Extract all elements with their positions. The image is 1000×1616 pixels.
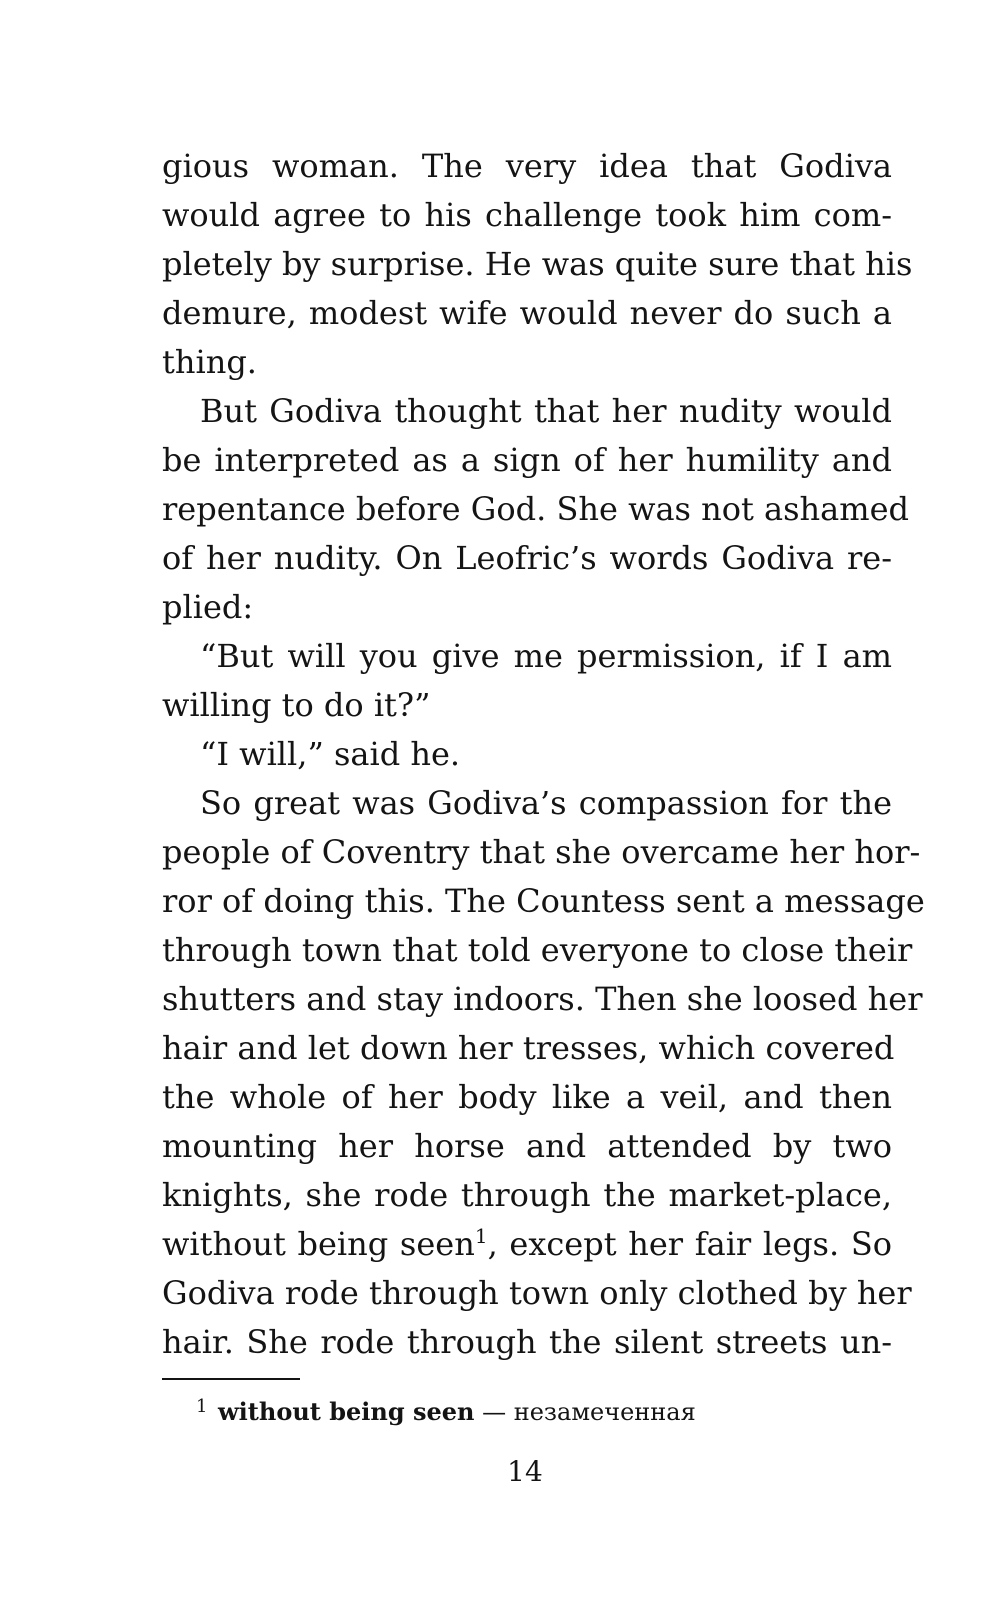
text-line: be interpreted as a sign of her humility and xyxy=(162,441,892,479)
text-after-footnote-ref: , except her fair legs. So xyxy=(487,1225,893,1263)
footnote-term: without being seen xyxy=(218,1397,475,1426)
text-line: through town that told everyone to close their xyxy=(162,931,913,969)
text-line: gious woman. The very idea that Godiva xyxy=(162,147,892,185)
text-line: Godiva rode through town only clothed by her xyxy=(162,1274,912,1312)
text-line: demure, modest wife would never do such a xyxy=(162,294,892,332)
text-line: hair. She rode through the silent streets un- xyxy=(162,1323,892,1361)
text-line: pletely by surprise. He was quite sure that his xyxy=(162,245,913,283)
text-line: thing. xyxy=(162,343,257,381)
footnote-anchor-text: without being seen xyxy=(162,1225,475,1263)
text-line: plied: xyxy=(162,588,254,626)
body-text xyxy=(162,142,925,1367)
text-line: willing to do it?” xyxy=(162,686,431,724)
text-line: hair and let down her tresses, which covered xyxy=(162,1029,895,1067)
text-line: knights, she rode through the market-place, xyxy=(162,1176,892,1214)
text-line-with-footnote-ref xyxy=(162,1220,892,1269)
footnote xyxy=(162,1390,892,1429)
text-line: shutters and stay indoors. Then she loosed her xyxy=(162,980,923,1018)
page-number: 14 xyxy=(507,1455,543,1488)
footnote-divider xyxy=(162,1378,300,1380)
text-line: the whole of her body like a veil, and then xyxy=(162,1078,892,1116)
footnote-marker: 1 xyxy=(196,1396,208,1417)
text-line: “But will you give me permission, if I am xyxy=(200,637,892,675)
text-line: people of Coventry that she overcame her hor- xyxy=(162,833,921,871)
footnote-translation: незамеченная xyxy=(513,1398,696,1426)
text-line: repentance before God. She was not ashamed xyxy=(162,490,909,528)
text-line: of her nudity. On Leofric’s words Godiva re- xyxy=(162,539,892,577)
text-line: So great was Godiva’s compassion for the xyxy=(200,784,892,822)
text-line: But Godiva thought that her nudity would xyxy=(200,392,892,430)
footnote-separator: — xyxy=(474,1398,514,1426)
footnote-reference[interactable]: 1 xyxy=(474,1224,488,1248)
text-line: “I will,” said he. xyxy=(200,735,461,773)
text-line: mounting her horse and attended by two xyxy=(162,1127,892,1165)
text-line: would agree to his challenge took him com- xyxy=(162,196,892,234)
text-line: ror of doing this. The Countess sent a message xyxy=(162,882,925,920)
